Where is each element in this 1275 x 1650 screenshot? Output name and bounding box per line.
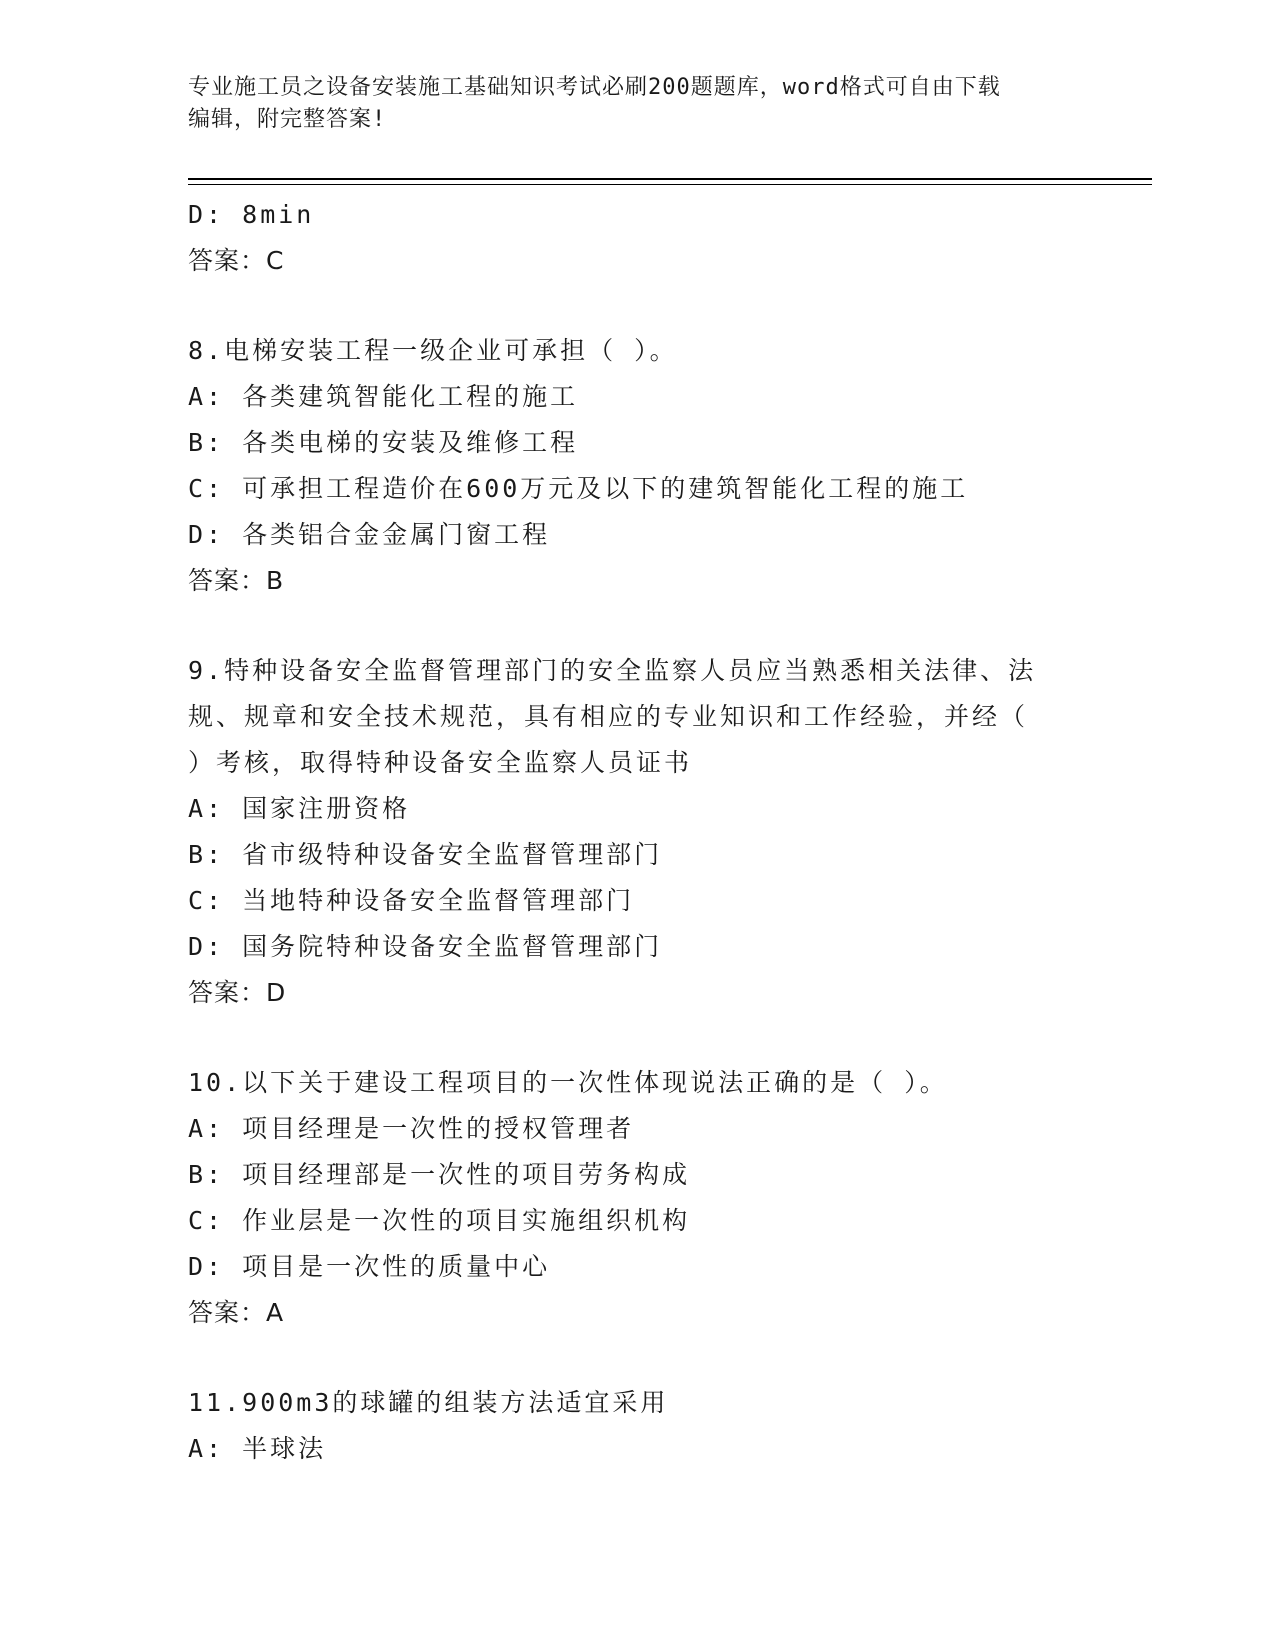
question-7-tail xyxy=(188,192,1088,284)
spacer xyxy=(188,284,1088,328)
option-a: A: 项目经理是一次性的授权管理者 xyxy=(188,1114,635,1143)
question-9 xyxy=(188,648,1088,1016)
option-b: B: 省市级特种设备安全监督管理部门 xyxy=(188,840,663,869)
option-d: D: 项目是一次性的质量中心 xyxy=(188,1252,551,1281)
option-d: D: 各类铝合金金属门窗工程 xyxy=(188,520,551,549)
header-divider-thick xyxy=(188,178,1152,180)
spacer xyxy=(188,1016,1088,1060)
option-d: D: 8min xyxy=(188,200,315,229)
spacer xyxy=(188,1336,1088,1380)
option-b: B: 各类电梯的安装及维修工程 xyxy=(188,428,579,457)
option-a: A: 各类建筑智能化工程的施工 xyxy=(188,382,579,411)
header-title-line-1: 专业施工员之设备安装施工基础知识考试必刷200题题库，word格式可自由下载 xyxy=(188,75,1001,100)
option-c: C: 可承担工程造价在600万元及以下的建筑智能化工程的施工 xyxy=(188,474,969,503)
option-d: D: 国务院特种设备安全监督管理部门 xyxy=(188,932,663,961)
option-a: A: 半球法 xyxy=(188,1434,327,1463)
document-header xyxy=(188,72,1068,136)
answer-line: 答案：D xyxy=(188,978,287,1007)
question-stem: 9.特种设备安全监督管理部门的安全监察人员应当熟悉相关法律、法 xyxy=(188,656,1037,685)
question-content xyxy=(188,192,1088,1472)
question-stem: 11.900m3的球罐的组装方法适宜采用 xyxy=(188,1388,669,1417)
question-11 xyxy=(188,1380,1088,1472)
option-b: B: 项目经理部是一次性的项目劳务构成 xyxy=(188,1160,691,1189)
question-stem: 8.电梯安装工程一级企业可承担（ ）。 xyxy=(188,336,678,365)
option-a: A: 国家注册资格 xyxy=(188,794,411,823)
question-stem: ）考核，取得特种设备安全监察人员证书 xyxy=(188,748,693,777)
answer-line: 答案：C xyxy=(188,246,285,275)
question-8 xyxy=(188,328,1088,604)
question-stem: 规、规章和安全技术规范，具有相应的专业知识和工作经验，并经（ xyxy=(188,702,1029,731)
answer-line: 答案：A xyxy=(188,1298,285,1327)
option-c: C: 当地特种设备安全监督管理部门 xyxy=(188,886,635,915)
header-divider-thin xyxy=(188,184,1152,185)
question-stem: 10.以下关于建设工程项目的一次性体现说法正确的是（ ）。 xyxy=(188,1068,948,1097)
header-title-line-2: 编辑，附完整答案! xyxy=(188,107,387,132)
answer-line: 答案：B xyxy=(188,566,285,595)
option-c: C: 作业层是一次性的项目实施组织机构 xyxy=(188,1206,691,1235)
question-10 xyxy=(188,1060,1088,1336)
spacer xyxy=(188,604,1088,648)
